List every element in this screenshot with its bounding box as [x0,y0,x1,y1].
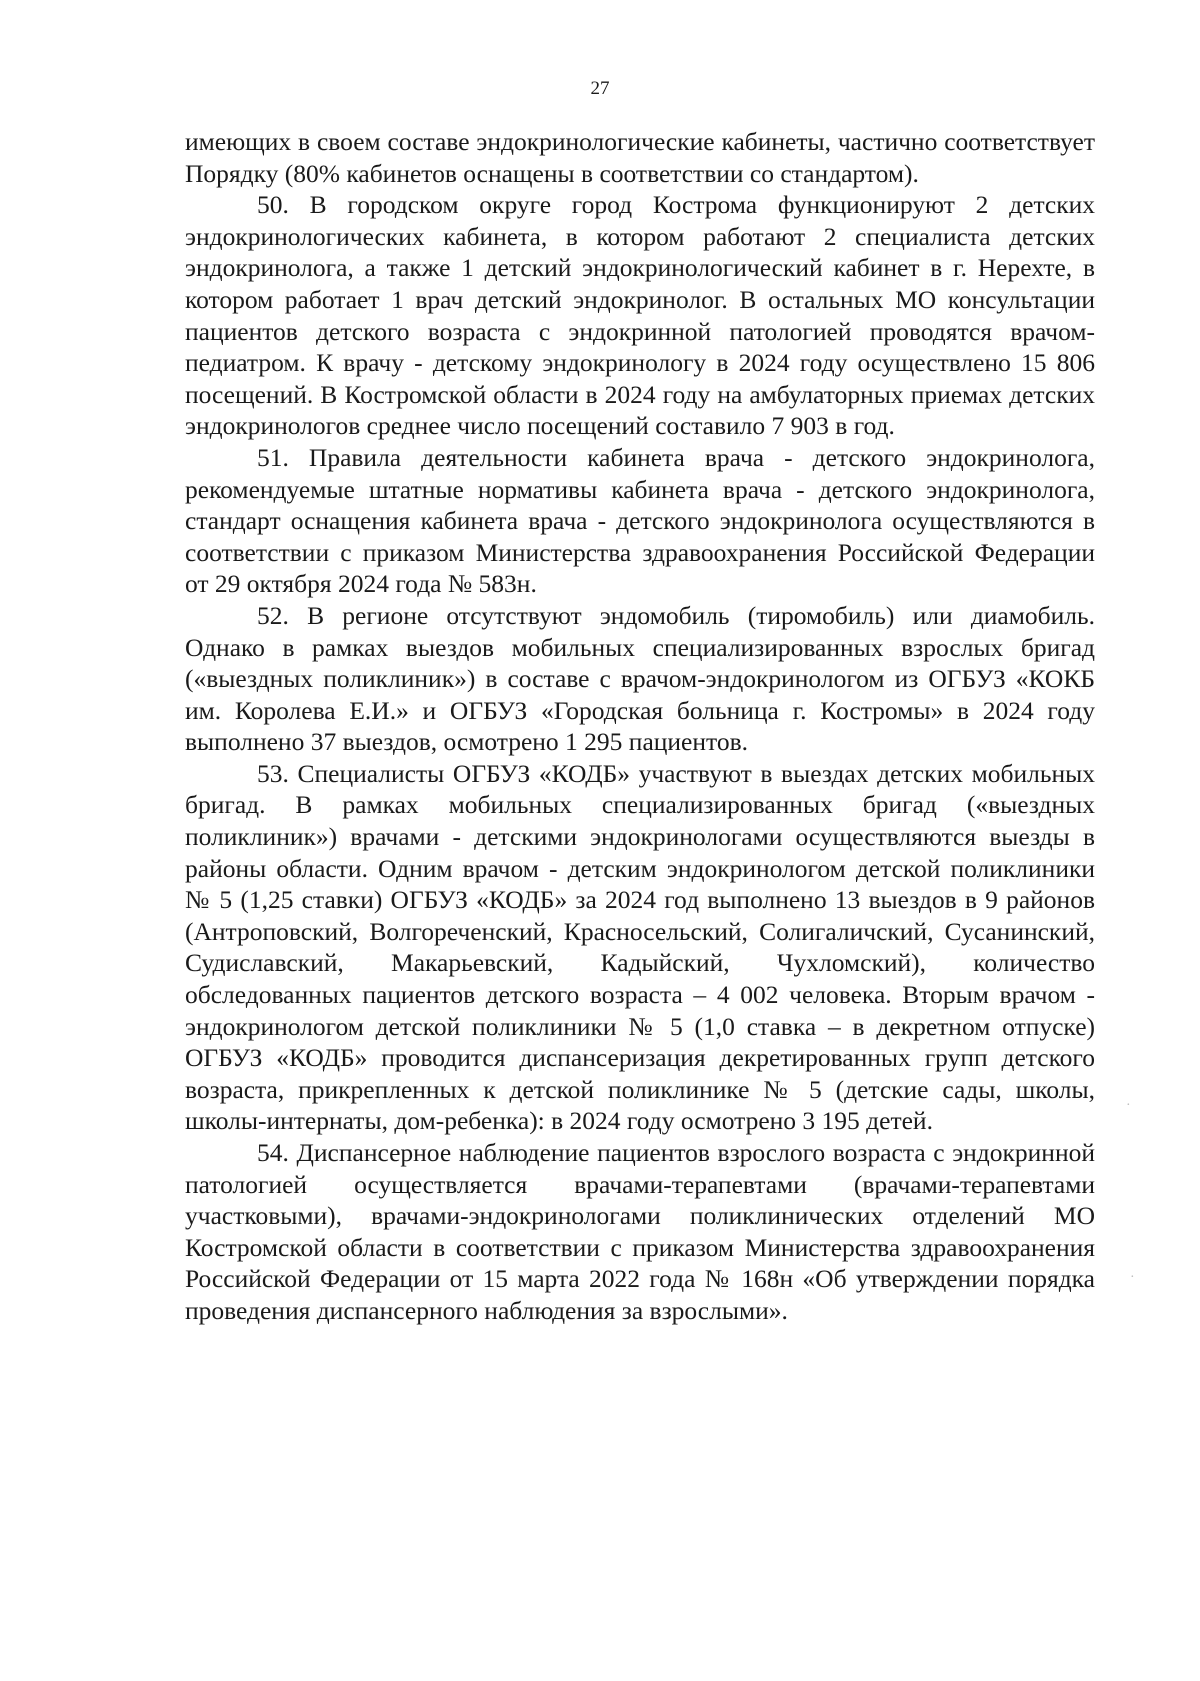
paragraph-53: 53. Специалисты ОГБУЗ «КОДБ» участвуют в выездах детских мобильных бригад. В рамках мобильных специализированных бригад («выездных поликлиник») врачами - детскими эндокринологами осуществляются выезды в районы области. Одним врачом - детским эндокринологом детской поликлиники № 5 (1,25 ставки) ОГБУЗ «КОДБ» за 2024 год выполнено 13 выездов в 9 районов (Антроповский, Волгореченский, Красносельский, Солигаличский, Сусанинский, Судиславский, Макарьевский, Кадыйский, Чухломский), количество обследованных пациентов детского возраста – 4 002 человека. Вторым врачом - эндокринологом детской поликлиники № 5 (1,0 ставка – в декретном отпуске) ОГБУЗ «КОДБ» проводится диспансеризация декретированных групп детского возраста, прикрепленных к детской поликлинике № 5 (детские сады, школы, школы-интернаты, дом-ребенка): в 2024 году осмотрено 3 195 детей. [185,758,1095,1136]
document-body [185,126,1095,1327]
paragraph-52: 52. В регионе отсутствуют эндомобиль (тиромобиль) или диамобиль. Однако в рамках выездов мобильных специализированных взрослых бригад («выездных поликлиник») в составе с врачом-эндокринологом из ОГБУЗ «КОКБ им. Королева Е.И.» и ОГБУЗ «Городская больница г. Костромы» в 2024 году выполнено 37 выездов, осмотрено 1 295 пациентов. [185,600,1095,757]
paragraph-54: 54. Диспансерное наблюдение пациентов взрослого возраста с эндокринной патологией осуществляется врачами-терапевтами (врачами-терапевтами участковыми), врачами-эндокринологами поликлинических отделений МО Костромской области в соответствии с приказом Министерства здравоохранения Российской Федерации от 15 марта 2022 года № 168н «Об утверждении порядка проведения диспансерного наблюдения за взрослыми». [185,1138,1095,1325]
scan-speck: · [1126,1098,1131,1113]
paragraph-51: 51. Правила деятельности кабинета врача - детского эндокринолога, рекомендуемые штатные нормативы кабинета врача - детского эндокринолога, стандарт оснащения кабинета врача - детского эндокринолога осуществляются в соответствии с приказом Министерства здравоохранения Российской Федерации от 29 октября 2024 года № 583н. [185,442,1095,599]
page-number: 27 [590,78,610,99]
paragraph-continuation: имеющих в своем составе эндокринологические кабинеты, частично соответствует Порядку (80% кабинетов оснащены в соответствии со стандартом). [185,127,1095,188]
paragraph-50: 50. В городском округе город Кострома функционируют 2 детских эндокринологических кабинета, в котором работают 2 специалиста детских эндокринолога, а также 1 детский эндокринологический кабинет в г. Нерехте, в котором работает 1 врач детский эндокринолог. В остальных МО консультации пациентов детского возраста с эндокринной патологией проводятся врачом-педиатром. К врачу - детскому эндокринологу в 2024 году осуществлено 15 806 посещений. В Костромской области в 2024 году на амбулаторных приемах детских эндокринологов среднее число посещений составило 7 903 в год. [185,190,1095,441]
scan-speck: · [1130,1270,1135,1285]
